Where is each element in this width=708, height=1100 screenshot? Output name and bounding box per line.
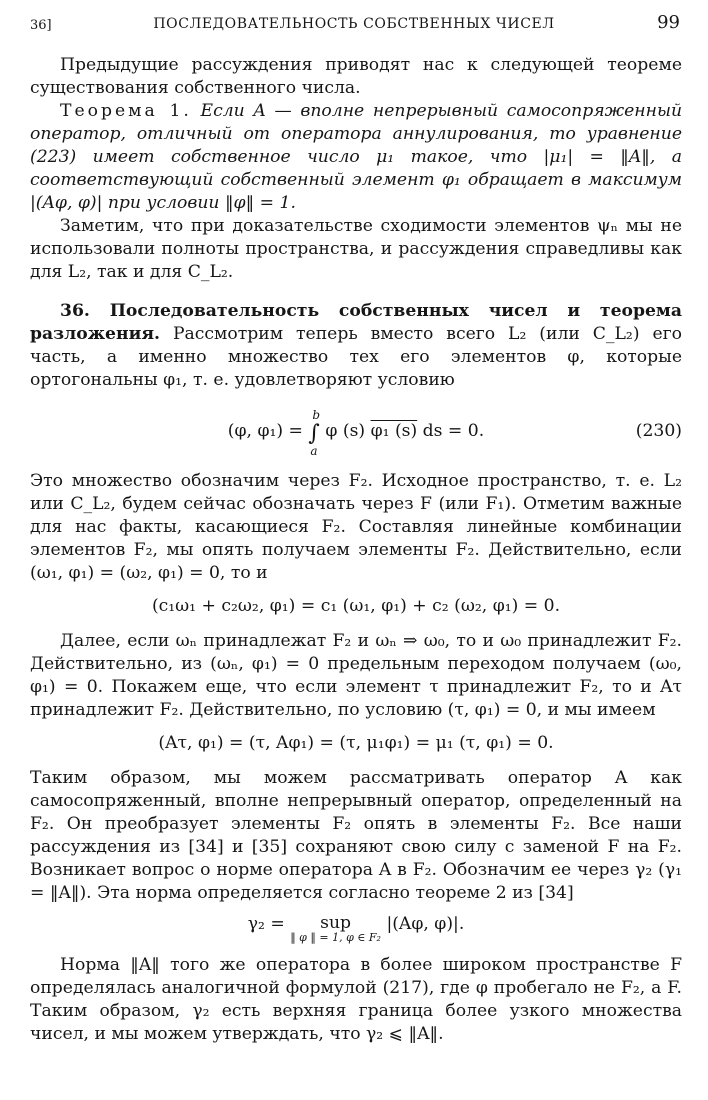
equation-sup xyxy=(30,913,682,944)
lower-limit: a xyxy=(310,444,318,458)
theorem-text: Если A — вполне непрерывный самосопряженный оператор, отличный от оператора аннулирования, то уравнение (223) имеет собственное число μ₁ такое, что |μ₁| = ‖A‖, а соответствующий собственный элемент φ₁ обращает в максимум |(Aφ, φ)| при условии ‖φ‖ = 1. xyxy=(30,101,683,213)
section-heading: 36. Последовательность собственных чисел и теорема разложения. xyxy=(30,301,682,344)
page-number: 99 xyxy=(657,12,680,33)
integrand-post: ds = 0. xyxy=(417,421,485,441)
paragraph-conclusion: Норма ‖A‖ того же оператора в более широком пространстве F определялась аналогичной формулой (217), где φ пробегало не F₂, а F. Таким образом, γ₂ есть верхняя граница более узкого множества чисел, и мы можем утверждать, что γ₂ ⩽ ‖A‖. xyxy=(30,955,682,1044)
sup-condition: ‖ φ ‖ = 1, φ ∈ F₂ xyxy=(290,931,381,944)
integrand-conjugate: φ₁ (s) xyxy=(370,421,418,441)
paragraph-intro: Предыдущие рассуждения приводят нас к следующей теореме существования собственного числа. xyxy=(30,55,682,98)
eq-sup-rhs: |(Aφ, φ)|. xyxy=(386,914,465,934)
sup-operator: sup ‖ φ ‖ = 1, φ ∈ F₂ xyxy=(290,913,381,944)
paragraph-limit: Далее, если ωₙ принадлежат F₂ и ωₙ ⇒ ω₀, то и ω₀ принадлежит F₂. Действительно, из (ωₙ, φ₁) = 0 предельным переходом получаем (ω₀, φ₁) = 0. Покажем еще, что если элемент τ принадлежит F₂, то и Aτ принадлежит F₂. Действительно, по условию (τ, φ₁) = 0, и мы имеем xyxy=(30,631,682,720)
paragraph-f2: Это множество обозначим через F₂. Исходное пространство, т. е. L₂ или C_L₂, будем сейчас обозначать через F (или F₁). Отметим важные для нас факты, касающиеся F₂. Составляя линейные комбинации элементов F₂, мы опять получаем элементы F₂. Действительно, если (ω₁, φ₁) = (ω₂, φ₁) = 0, то и xyxy=(30,471,682,583)
theorem-label: Теорема 1. xyxy=(60,101,192,121)
equation-number: (230) xyxy=(635,421,682,441)
section-paragraph xyxy=(30,300,682,392)
theorem-paragraph xyxy=(30,100,682,215)
page-body xyxy=(30,54,682,1046)
paragraph-norm: Таким образом, мы можем рассматривать оператор A как самосопряженный, вполне непрерывный оператор, определенный на F₂. Он преобразует элементы F₂ опять в элементы F₂. Все наши рассуждения из [34] и [35] сохраняют свою силу с заменой F на F₂. Возникает вопрос о норме оператора A в F₂. Обозначим ее через γ₂ (γ₁ = ‖A‖). Эта норма определяется согласно теореме 2 из [34] xyxy=(30,768,682,903)
section-text: Рассмотрим теперь вместо всего L₂ (или C_L₂) его часть, а именно множество тех его элементов φ, которые ортогональны φ₁, т. е. удовлетворяют условию xyxy=(30,324,683,390)
running-header xyxy=(0,10,708,40)
section-marker: 36] xyxy=(30,18,52,33)
upper-limit: b xyxy=(312,408,321,422)
running-title: ПОСЛЕДОВАТЕЛЬНОСТЬ СОБСТВЕННЫХ ЧИСЕЛ xyxy=(153,16,555,32)
equation-linear: (c₁ω₁ + c₂ω₂, φ₁) = c₁ (ω₁, φ₁) + c₂ (ω₂, φ₁) = 0. xyxy=(151,596,561,616)
eq230-lhs: (φ, φ₁) = xyxy=(227,421,303,441)
equation-operator: (Aτ, φ₁) = (τ, Aφ₁) = (τ, μ₁φ₁) = μ₁ (τ, φ₁) = 0. xyxy=(158,733,554,753)
integral-sign: ∫ b a xyxy=(308,422,319,445)
eq-sup-lhs: γ₂ = xyxy=(247,914,285,934)
equation-230 xyxy=(30,396,682,466)
integrand-pre: φ (s) xyxy=(325,421,371,441)
paragraph-remark: Заметим, что при доказательстве сходимости элементов ψₙ мы не использовали полноты пространства, и рассуждения справедливы как для L₂, так и для C_L₂. xyxy=(30,216,682,282)
